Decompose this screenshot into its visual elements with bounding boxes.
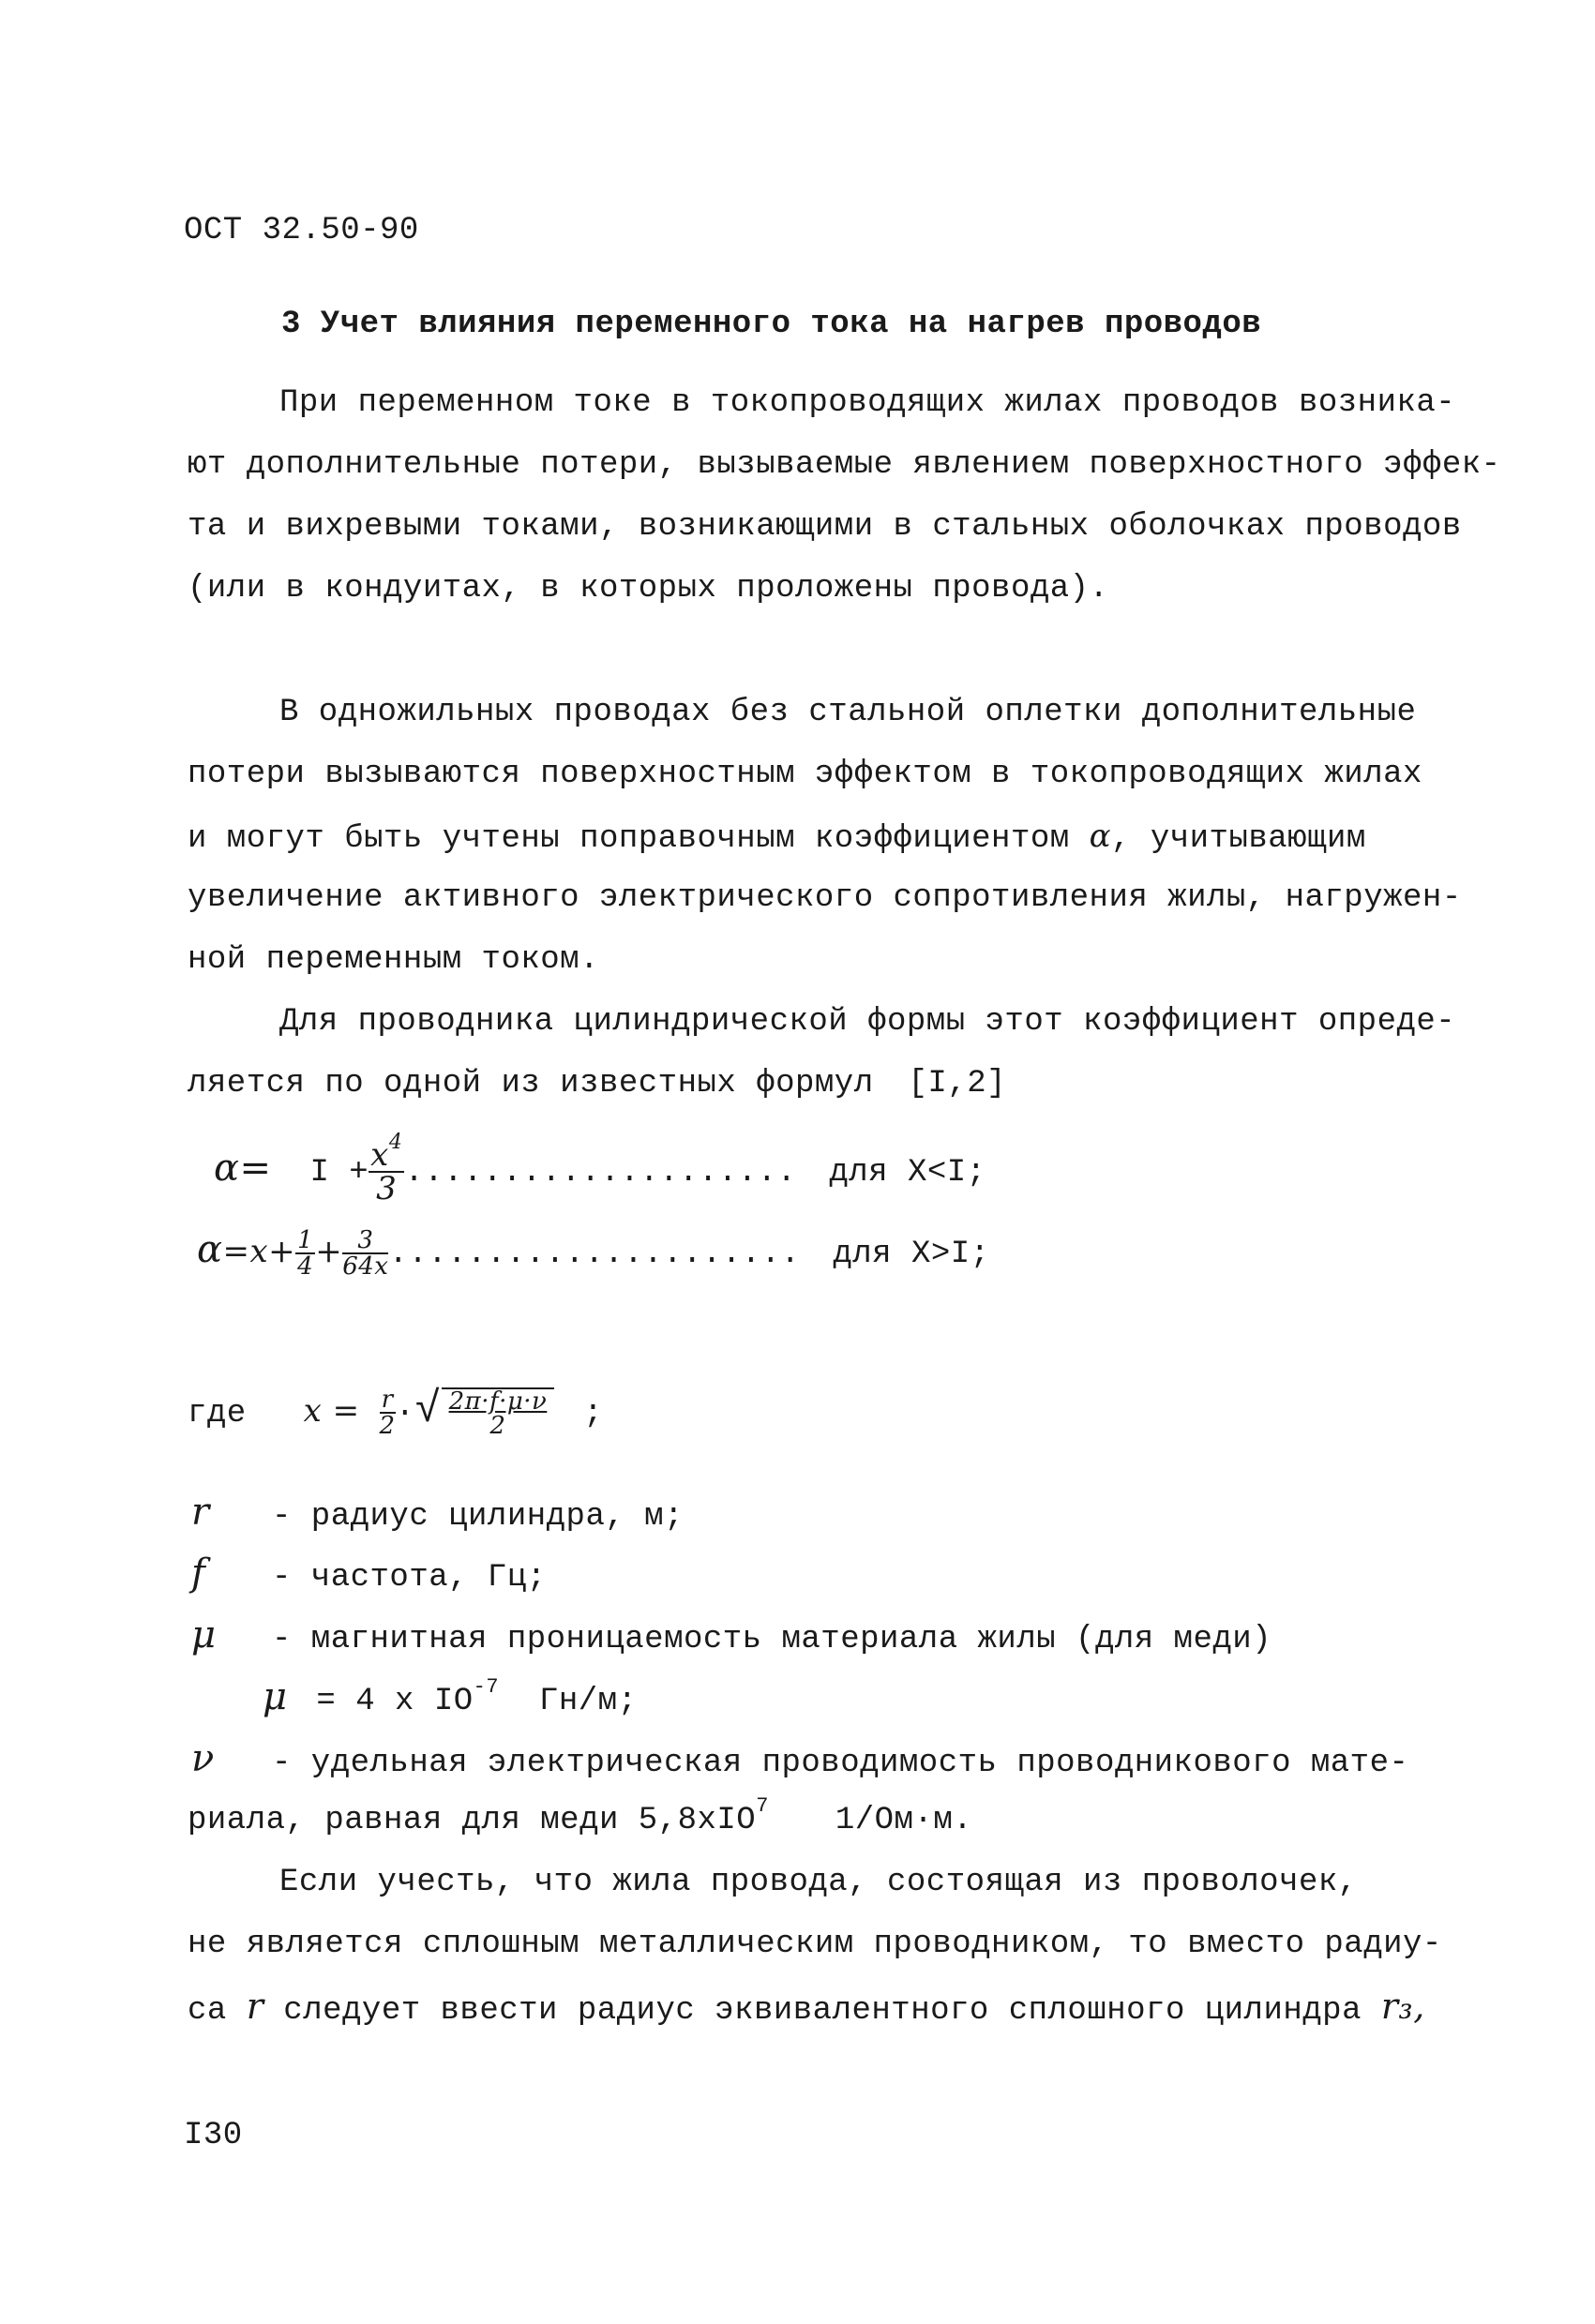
formula1-dots: ....................: [404, 1154, 797, 1191]
where-formula: [188, 1387, 603, 1462]
para4-line3-text: следует ввести радиус эквивалентного сплошного цилиндра: [283, 1993, 1362, 2029]
def-f-text: - частота, Гц;: [272, 1560, 547, 1596]
def-r: [191, 1493, 684, 1536]
para3-line2: [188, 1065, 1006, 1102]
doc-code: ОСТ 32.50-90: [184, 213, 419, 248]
def-nu-text2: риала, равная для меди 5,8хIO: [188, 1803, 757, 1838]
para1-line3: та и вихревыми токами, возникающими в стальных оболочках проводов: [188, 509, 1462, 545]
def-mu: [191, 1613, 1272, 1658]
para2-line3-tail: , учитывающим: [1111, 821, 1366, 857]
def-nu-symbol: ν: [191, 1737, 215, 1780]
formula2-frac2: [342, 1228, 388, 1279]
formula-1: [214, 1131, 986, 1207]
para4-r3-symbol: r₃,: [1380, 1986, 1425, 2027]
section-title: 3 Учет влияния переменного тока на нагрев проводов: [281, 307, 1262, 342]
mu-value: [263, 1675, 638, 1723]
para2-line2: потери вызываются поверхностным эффектом в токопроводящих жилах: [188, 757, 1422, 792]
where-semicolon: ;: [583, 1395, 604, 1432]
para2-line1: В одножильных проводах без стальной оплетки дополнительные: [279, 695, 1417, 730]
para3-line2-text: ляется по одной из известных формул: [188, 1066, 874, 1102]
formula2-f1-den: 4: [297, 1252, 314, 1281]
formula-2: [197, 1228, 990, 1294]
formula1-one: I +: [309, 1154, 369, 1191]
where-r-num: r: [380, 1387, 396, 1414]
para2-line4: увеличение активного электрического сопротивления жилы, нагружен-: [188, 880, 1462, 916]
where-dot: ·: [395, 1395, 415, 1432]
para3-line1: Для проводника цилиндрической формы этот коэффициент опреде-: [279, 1004, 1456, 1040]
mu-value-symbol: μ: [263, 1675, 288, 1718]
formula2-f2-den: 64x: [342, 1252, 389, 1281]
def-nu-line2: [188, 1794, 973, 1842]
formula2-frac1: [295, 1228, 315, 1279]
reference: [I,2]: [908, 1066, 1007, 1102]
formula2-plus: +: [315, 1232, 343, 1270]
def-mu-text: - магнитная проницаемость материала жилы (для меди): [272, 1622, 1272, 1657]
para1-line1: При переменном токе в токопроводящих жилах проводов возника-: [279, 385, 1456, 421]
alpha-symbol: α: [1089, 817, 1112, 855]
para4-line3: [188, 1987, 1425, 2030]
para2-line3: [188, 817, 1366, 858]
formula2-dots: .....................: [388, 1236, 801, 1272]
formula1-num: x: [370, 1136, 389, 1174]
def-r-symbol: r: [191, 1491, 210, 1534]
para4-line2: не является сплошным металлическим проводником, то вместо радиу-: [188, 1927, 1442, 1962]
para2-line3-text: и могут быть учтены поправочным коэффициентом: [188, 821, 1070, 857]
where-r-fraction: [380, 1387, 396, 1438]
radicand-num: 2π·f·μ·ν: [448, 1387, 548, 1416]
def-f: [191, 1554, 547, 1597]
where-label: где: [188, 1395, 247, 1432]
sqrt-sign: √: [414, 1385, 442, 1434]
para2-line5: ной переменным током.: [188, 942, 599, 978]
formula2-eq: =x+: [222, 1232, 296, 1270]
page-number: I30: [184, 2118, 243, 2153]
where-x-lhs: x =: [303, 1391, 360, 1430]
formula2-f2-num: 3: [342, 1228, 388, 1254]
mu-value-text: = 4 х IO: [316, 1684, 474, 1719]
para1-line4: (или в кондуитах, в которых проложены провода).: [188, 571, 1109, 607]
formula1-lhs: α=: [214, 1146, 272, 1190]
formula1-condition: для X<I;: [829, 1154, 986, 1191]
formula2-lhs: α: [197, 1227, 223, 1271]
mu-value-unit: Гн/м;: [538, 1684, 638, 1719]
formula2-f1-num: 1: [297, 1226, 314, 1254]
def-nu-unit: 1/Ом·м.: [835, 1803, 973, 1838]
para4-line3-sa: са: [188, 1993, 227, 2029]
def-r-text: - радиус цилиндра, м;: [272, 1499, 684, 1535]
para4-r-symbol: r: [246, 1986, 264, 2027]
formula1-exp: 4: [388, 1131, 403, 1154]
def-nu-exp: 7: [756, 1794, 769, 1818]
formula2-condition: для X>I;: [833, 1236, 990, 1272]
def-nu: [191, 1737, 1409, 1782]
radicand-den: 2: [489, 1412, 506, 1440]
formula1-fraction: [369, 1131, 404, 1207]
para4-line1: Если учесть, что жила провода, состоящая из проволочек,: [279, 1865, 1358, 1900]
def-mu-symbol: μ: [191, 1613, 217, 1657]
where-r-den: 2: [379, 1412, 396, 1440]
def-nu-text1: - удельная электрическая проводимость проводникового мате-: [272, 1746, 1409, 1781]
sqrt-radicand: [442, 1387, 555, 1438]
para1-line2: ют дополнительные потери, вызываемые явлением поверхностного эффек-: [188, 447, 1501, 483]
def-f-symbol: f: [191, 1552, 206, 1595]
formula1-den: 3: [376, 1170, 398, 1207]
mu-value-exp: -7: [473, 1675, 500, 1699]
